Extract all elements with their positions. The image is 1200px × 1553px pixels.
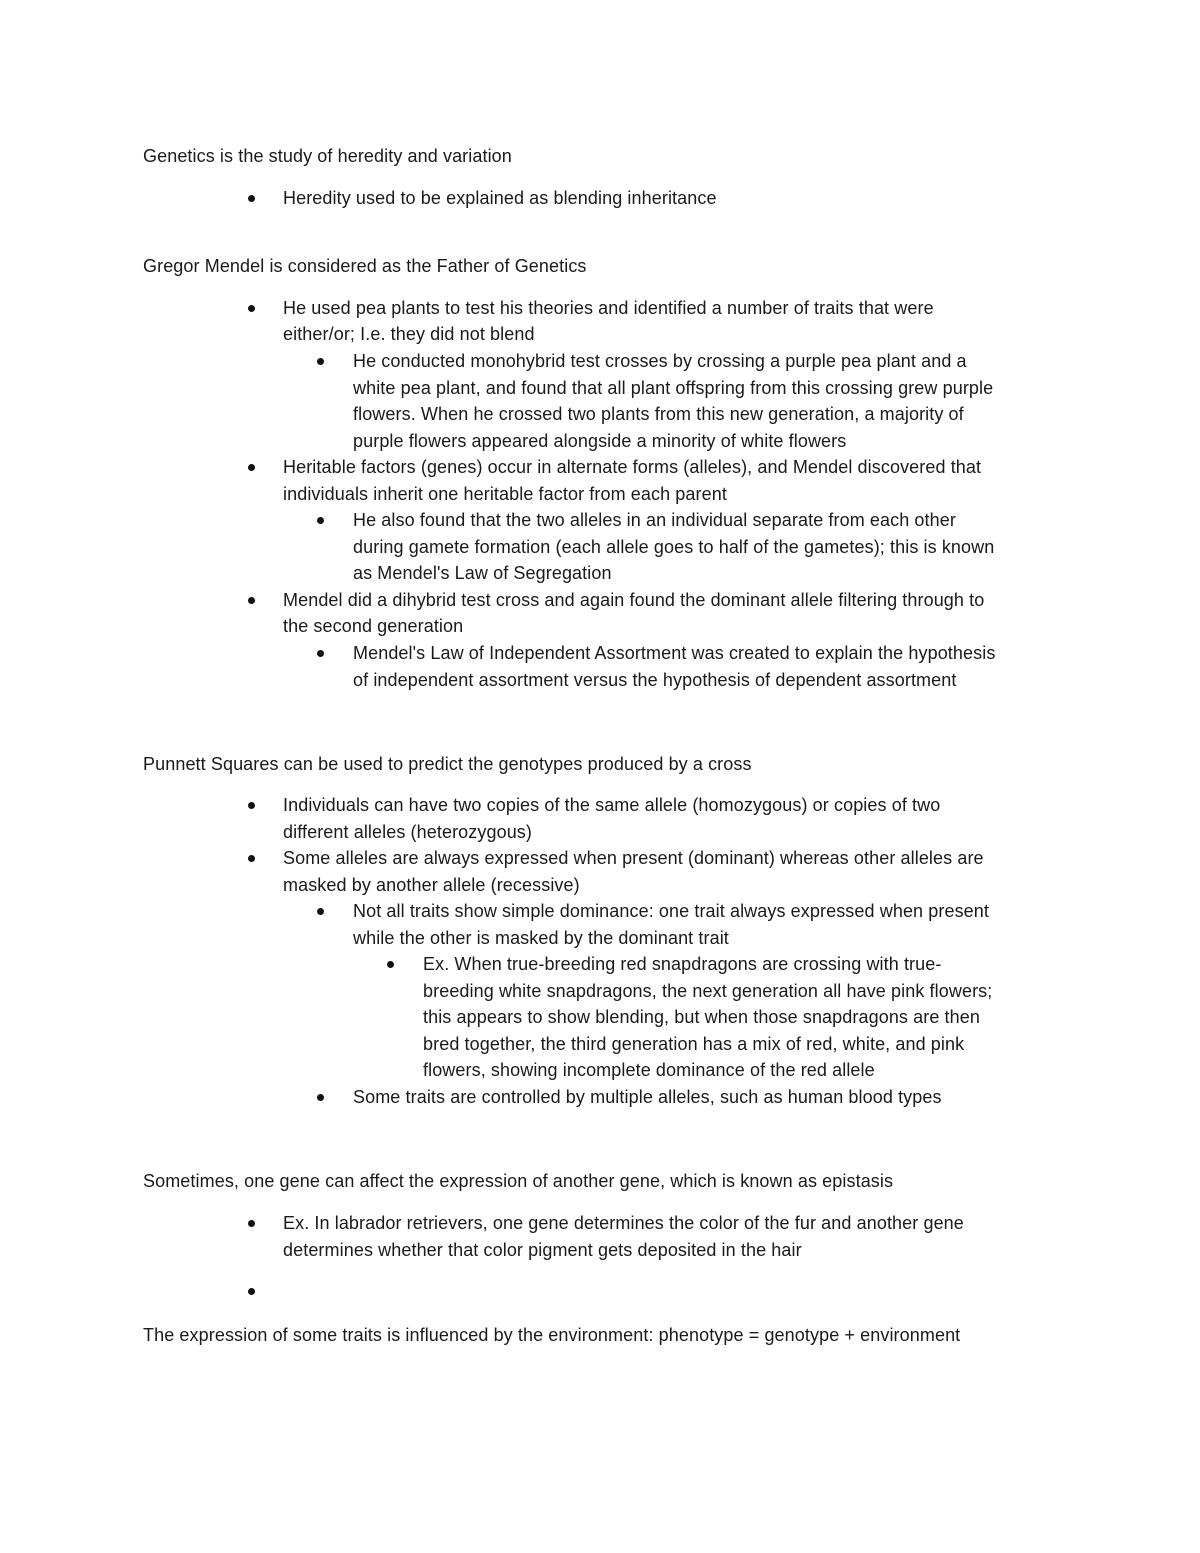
list-item-line: individuals inherit one heritable factor from each parent [283,484,727,504]
list-item-line: this appears to show blending, but when those snapdragons are then [423,1007,980,1027]
bullet-icon [248,597,255,604]
list-item-line: Ex. In labrador retrievers, one gene determines the color of the fur and another gene [283,1213,964,1233]
bullet-icon [248,1288,255,1295]
section-heading: The expression of some traits is influenced by the environment: phenotype = genotype + environment [143,1325,961,1345]
list-item-line: Some alleles are always expressed when present (dominant) whereas other alleles are [283,848,984,868]
bullet-icon [317,358,324,365]
list-item-line: Heredity used to be explained as blending inheritance [283,188,717,208]
list-item-line: He also found that the two alleles in an individual separate from each other [353,510,956,530]
list-item-line: the second generation [283,616,464,636]
list-item-line: Heritable factors (genes) occur in alternate forms (alleles), and Mendel discovered that [283,457,982,477]
list-item-line: during gamete formation (each allele goes to half of the gametes); this is known [353,537,995,557]
list-item-line: Not all traits show simple dominance: one trait always expressed when present [353,901,990,921]
bullet-icon [248,305,255,312]
section-heading: Genetics is the study of heredity and variation [143,146,512,166]
list-item-line: flowers, showing incomplete dominance of the red allele [423,1060,875,1080]
list-item-line: purple flowers appeared alongside a minority of white flowers [353,431,847,451]
section-heading: Punnett Squares can be used to predict the genotypes produced by a cross [143,754,752,774]
section-heading: Gregor Mendel is considered as the Father of Genetics [143,256,587,276]
bullet-icon [248,464,255,471]
list-item-line: breeding white snapdragons, the next generation all have pink flowers; [423,981,993,1001]
list-item-line: Individuals can have two copies of the same allele (homozygous) or copies of two [283,795,941,815]
list-item-line: Mendel's Law of Independent Assortment was created to explain the hypothesis [353,643,996,663]
list-item-line: while the other is masked by the dominant trait [353,928,729,948]
bullet-icon [317,1094,324,1101]
bullet-icon [248,802,255,809]
list-item-line: Mendel did a dihybrid test cross and again found the dominant allele filtering through to [283,590,985,610]
list-item-line: Some traits are controlled by multiple alleles, such as human blood types [353,1087,942,1107]
list-item-line: flowers. When he crossed two plants from this new generation, a majority of [353,404,964,424]
section-heading: Sometimes, one gene can affect the expression of another gene, which is known as epistasis [143,1171,894,1191]
bullet-icon [317,517,324,524]
list-item-line: bred together, the third generation has a mix of red, white, and pink [423,1034,965,1054]
bullet-icon [248,195,255,202]
bullet-icon [317,908,324,915]
list-item-line: of independent assortment versus the hypothesis of dependent assortment [353,670,957,690]
list-item-line: determines whether that color pigment gets deposited in the hair [283,1240,802,1260]
list-item-line: either/or; I.e. they did not blend [283,324,535,344]
list-item-line: white pea plant, and found that all plant offspring from this crossing grew purple [353,378,994,398]
list-item-line: masked by another allele (recessive) [283,875,580,895]
list-item-line: as Mendel's Law of Segregation [353,563,612,583]
bullet-icon [248,1220,255,1227]
list-item-line: Ex. When true-breeding red snapdragons are crossing with true- [423,954,942,974]
bullet-icon [387,961,394,968]
list-item-line: different alleles (heterozygous) [283,822,533,842]
list-item-line: He used pea plants to test his theories and identified a number of traits that were [283,298,934,318]
bullet-icon [248,855,255,862]
bullet-icon [317,650,324,657]
list-item-line: He conducted monohybrid test crosses by crossing a purple pea plant and a [353,351,967,371]
